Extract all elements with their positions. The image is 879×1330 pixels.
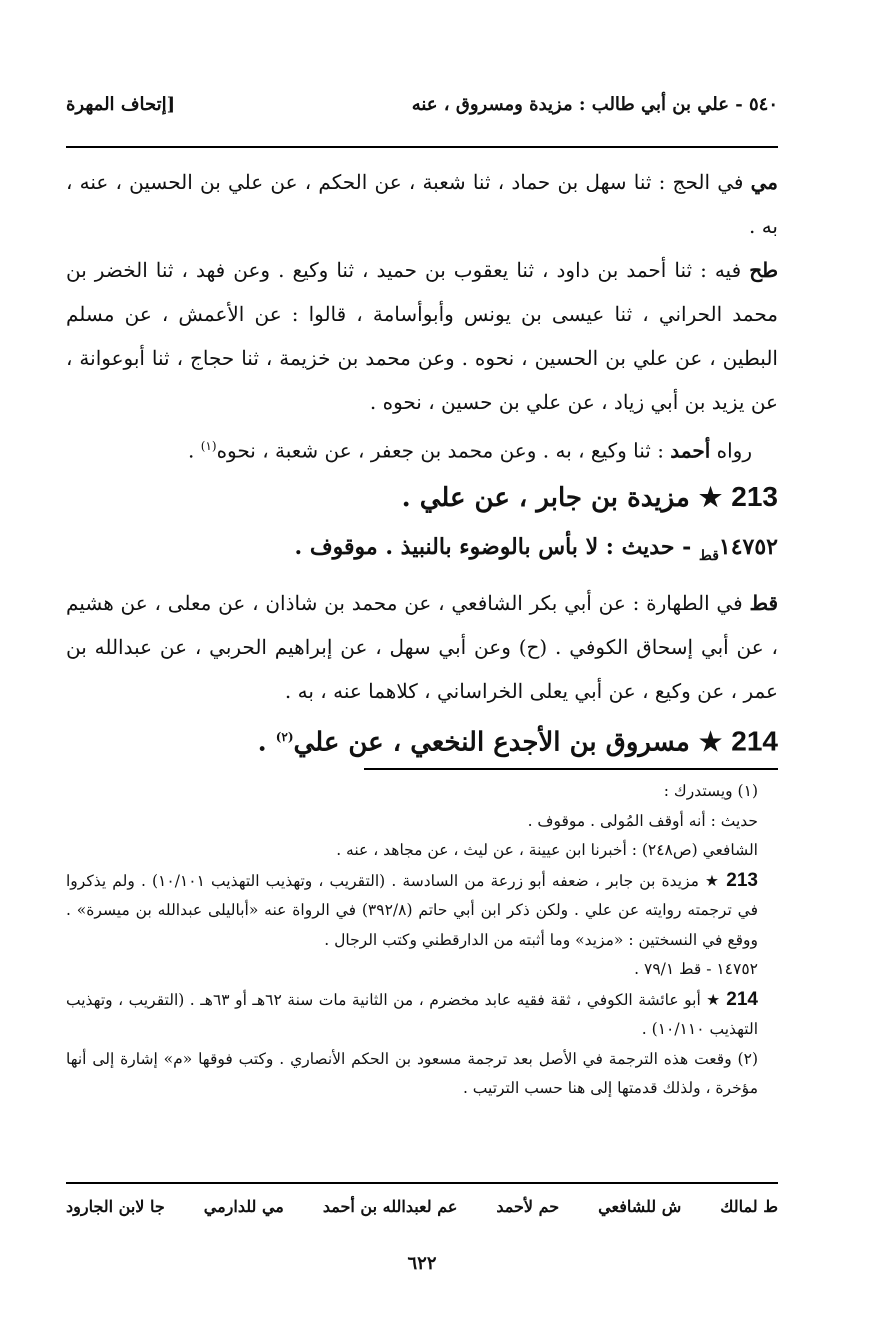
entry-title: مسروق بن الأجدع النخعي ، عن علي bbox=[293, 727, 690, 758]
footnote-marker: (١) bbox=[200, 439, 217, 453]
note-hadith-ref: ١٤٧٥٢ - قط ٧٩/١ . bbox=[634, 960, 758, 978]
note-text: ★ أبو عائشة الكوفي ، ثقة فقيه عابد مخضرم ، من الثانية مات سنة ٦٢هـ أو ٦٣هـ . (التقريب ، وتهذيب التهذيب ١٠/١١٠) . bbox=[66, 990, 758, 1038]
entry-end: . bbox=[257, 727, 267, 758]
abbreviation-item: جا لابن الجارود bbox=[66, 1197, 165, 1216]
paragraph-darimi bbox=[66, 160, 778, 248]
footnote-rule bbox=[364, 768, 778, 770]
main-text bbox=[66, 160, 778, 766]
hadith-number: ١٤٧٥٢ bbox=[718, 533, 778, 560]
paragraph-end: . bbox=[188, 438, 195, 463]
note-214 bbox=[66, 985, 778, 1045]
abbreviation-item: ش للشافعي bbox=[598, 1197, 682, 1216]
entry-title: مزيدة بن جابر ، عن علي . bbox=[401, 482, 690, 513]
footnote-2: (٢) وقعت هذه الترجمة في الأصل بعد ترجمة مسعود بن الحكم الأنصاري . وكتب فوقها «م» إشارة إلى أنها مؤخرة ، ولذلك قدمتها إلى هنا حسب الترتيب . bbox=[66, 1049, 758, 1097]
source-symbol: طح bbox=[749, 258, 779, 282]
entry-213 bbox=[66, 473, 778, 522]
paragraph-ahmad bbox=[66, 424, 778, 473]
abbreviation-item: عم لعبدالله بن أحمد bbox=[322, 1197, 458, 1216]
hadith-text: - حديث : لا بأس بالوضوء بالنبيذ . موقوف . bbox=[294, 533, 692, 560]
abbreviation-item: حم لأحمد bbox=[496, 1197, 560, 1216]
entry-number: 213 bbox=[731, 480, 778, 512]
source-symbol: مي bbox=[750, 170, 778, 194]
entry-number: 214 bbox=[731, 725, 778, 757]
footnote-1-line: الشافعي (ص٢٤٨) : أخبرنا ابن عيينة ، عن ليث ، عن مجاهد ، عنه . bbox=[336, 841, 758, 859]
star-icon: ★ bbox=[698, 482, 723, 513]
note-number: 213 bbox=[726, 869, 758, 891]
note-text: ★ مزيدة بن جابر ، ضعفه أبو زرعة من السادسة . (التقريب ، وتهذيب التهذيب ١٠/١٠١) . ولم يذكروا في ترجمته روايته عن علي . ولكن ذكر ابن أبي حاتم (٣٩٢/٨) في الرواة عنه «أباليلى عبدالله بن ميسرة» . ووقع في النسختين : «مزيد» وما أثبته من الدارقطني وكتب الرجال . bbox=[66, 871, 758, 949]
book-title: [إتحاف المهرة bbox=[66, 94, 176, 115]
paragraph-daraqutni bbox=[66, 581, 778, 713]
header-rule bbox=[66, 146, 778, 148]
note-213 bbox=[66, 866, 778, 956]
paragraph-lead: رواه bbox=[716, 438, 752, 463]
abbreviation-key bbox=[66, 1197, 778, 1227]
abbreviation-rule bbox=[66, 1182, 778, 1184]
abbreviation-item: ط لمالك bbox=[720, 1197, 778, 1216]
paragraph-text: فيه : ثنا أحمد بن داود ، ثنا يعقوب بن حميد ، ثنا وكيع . وعن فهد ، ثنا الخضر بن محمد الحراني ، ثنا عيسى بن يونس وأبوأسامة ، قالوا : عن الأعمش ، عن مسلم البطين ، عن علي بن الحسين ، نحوه . وعن محمد بن خزيمة ، ثنا حجاج ، ثنا أبوعوانة ، عن يزيد بن أبي زياد ، عن علي بن حسين ، نحوه . bbox=[66, 258, 778, 414]
paragraph-text: في الحج : ثنا سهل بن حماد ، ثنا شعبة ، عن الحكم ، عن علي بن الحسين ، عنه ، به . bbox=[66, 170, 778, 238]
source-name: أحمد bbox=[670, 438, 711, 463]
running-title: ٥٤٠ - علي بن أبي طالب : مزيدة ومسروق ، عنه bbox=[411, 94, 778, 115]
running-header bbox=[66, 94, 778, 130]
footnote-1-head: (١) ويستدرك : bbox=[663, 782, 758, 800]
hadith-14752 bbox=[66, 522, 778, 581]
entry-214 bbox=[66, 713, 778, 767]
footnote-marker: (٢) bbox=[275, 729, 294, 744]
page-number: ٦٢٢ bbox=[407, 1253, 437, 1274]
hadith-source-symbol: قط bbox=[698, 547, 719, 564]
star-icon: ★ bbox=[698, 727, 723, 758]
footnotes bbox=[66, 777, 778, 1104]
note-number: 214 bbox=[726, 988, 758, 1010]
book-page bbox=[66, 0, 778, 1330]
paragraph-tahawi bbox=[66, 248, 778, 424]
abbreviation-item: مي للدارمي bbox=[203, 1197, 284, 1216]
paragraph-text: : ثنا وكيع ، به . وعن محمد بن جعفر ، عن شعبة ، نحوه bbox=[216, 438, 664, 463]
source-symbol: قط bbox=[749, 590, 778, 615]
paragraph-text: في الطهارة : عن أبي بكر الشافعي ، عن محمد بن شاذان ، عن معلى ، عن هشيم ، عن أبي إسحاق الكوفي . (ح) وعن أبي سهل ، عن إبراهيم الحربي ، عن عبدالله بن عمر ، عن وكيع ، عن أبي يعلى الخراساني ، كلاهما عنه ، به . bbox=[66, 590, 778, 703]
footnote-1-line: حديث : أنه أوقف المُولى . موقوف . bbox=[527, 811, 758, 830]
